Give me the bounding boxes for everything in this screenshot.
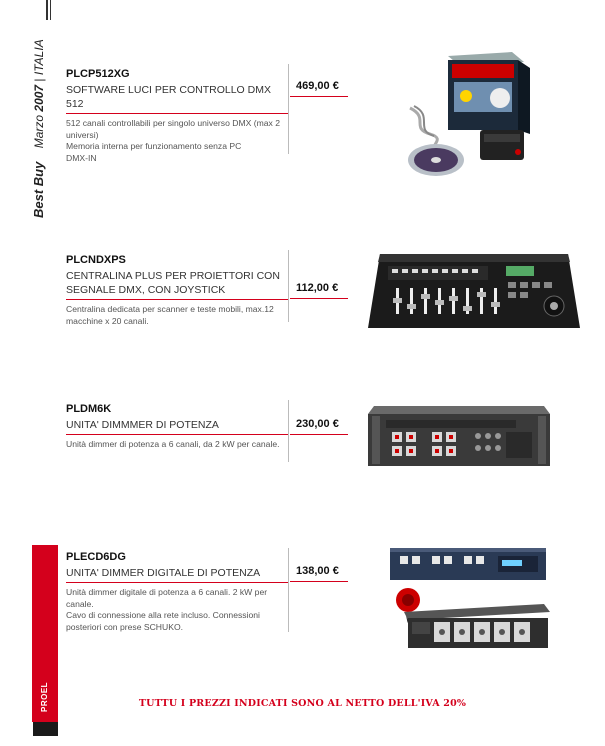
title-underline <box>66 582 288 583</box>
brand-tab <box>33 722 58 736</box>
product-code: PLDM6K <box>66 403 112 415</box>
top-rule-thin <box>50 0 51 20</box>
description-line: Memoria interna per funzionamento senza PC <box>66 141 242 151</box>
product-title: CENTRALINA PLUS PER PROIETTORI CON SEGNALE DMX, CON JOYSTICK <box>66 270 280 296</box>
issue-year: 2007 <box>32 84 46 112</box>
product-plecd6dg <box>66 551 288 633</box>
product-price: 112,00 € <box>296 282 339 294</box>
product-price: 469,00 € <box>296 80 339 92</box>
digital-dimmer-rear-image <box>384 582 554 652</box>
price-underline <box>290 298 348 299</box>
product-code: PLECD6DG <box>66 551 126 563</box>
price-underline <box>290 434 348 435</box>
product-title: UNITA' DIMMMER DI POTENZA <box>66 419 219 431</box>
software-box-image <box>400 48 540 183</box>
top-rule-thick <box>46 0 48 20</box>
description-line: Cavo di connessione alla rete incluso. Connessioni posteriori con prese SCHUKO. <box>66 610 260 632</box>
dimmer-rack-image <box>366 400 552 472</box>
description-line: DMX-IN <box>66 152 97 163</box>
title-underline <box>66 434 288 435</box>
column-separator <box>288 64 289 154</box>
product-title: SOFTWARE LUCI PER CONTROLLO DMX 512 <box>66 84 271 110</box>
brand-logo: PROEL <box>40 681 49 712</box>
product-code: PLCP512XG <box>66 68 130 80</box>
product-price: 138,00 € <box>296 565 339 577</box>
title-underline <box>66 299 288 300</box>
column-separator <box>288 400 289 462</box>
product-pldm6k <box>66 403 288 451</box>
description-line: Centralina dedicata per scanner e teste mobili, max.12 macchine x 20 canali. <box>66 304 274 326</box>
product-title: UNITA' DIMMER DIGITALE DI POTENZA <box>66 567 261 579</box>
region-label: ITALIA <box>32 39 46 76</box>
region-separator: | <box>32 78 46 82</box>
product-description <box>66 118 288 164</box>
column-separator <box>288 548 289 632</box>
price-disclaimer: TUTTU I PREZZI INDICATI SONO AL NETTO DELL'IVA 20% <box>138 698 467 709</box>
section-label: Best Buy <box>31 161 46 218</box>
issue-month: Marzo <box>32 114 46 149</box>
dmx-controller-image <box>366 250 582 334</box>
side-header <box>31 39 46 218</box>
title-underline <box>66 113 288 114</box>
description-line: Unità dimmer digitale di potenza a 6 canali. 2 kW per canale. <box>66 587 268 609</box>
product-code: PLCNDXPS <box>66 254 126 266</box>
product-price: 230,00 € <box>296 418 339 430</box>
description-line: 512 canali controllabili per singolo universo DMX (max 2 universi) <box>66 118 280 140</box>
price-underline <box>290 581 348 582</box>
digital-dimmer-front-image <box>388 544 548 584</box>
issue-date <box>32 82 46 149</box>
column-separator <box>288 250 289 322</box>
product-plcndxps <box>66 254 288 327</box>
price-underline <box>290 96 348 97</box>
product-description <box>66 439 288 451</box>
product-description <box>66 587 288 633</box>
product-description <box>66 304 288 327</box>
product-plcp512xg <box>66 68 288 164</box>
description-line: Unità dimmer di potenza a 6 canali, da 2 kW per canale. <box>66 439 280 449</box>
